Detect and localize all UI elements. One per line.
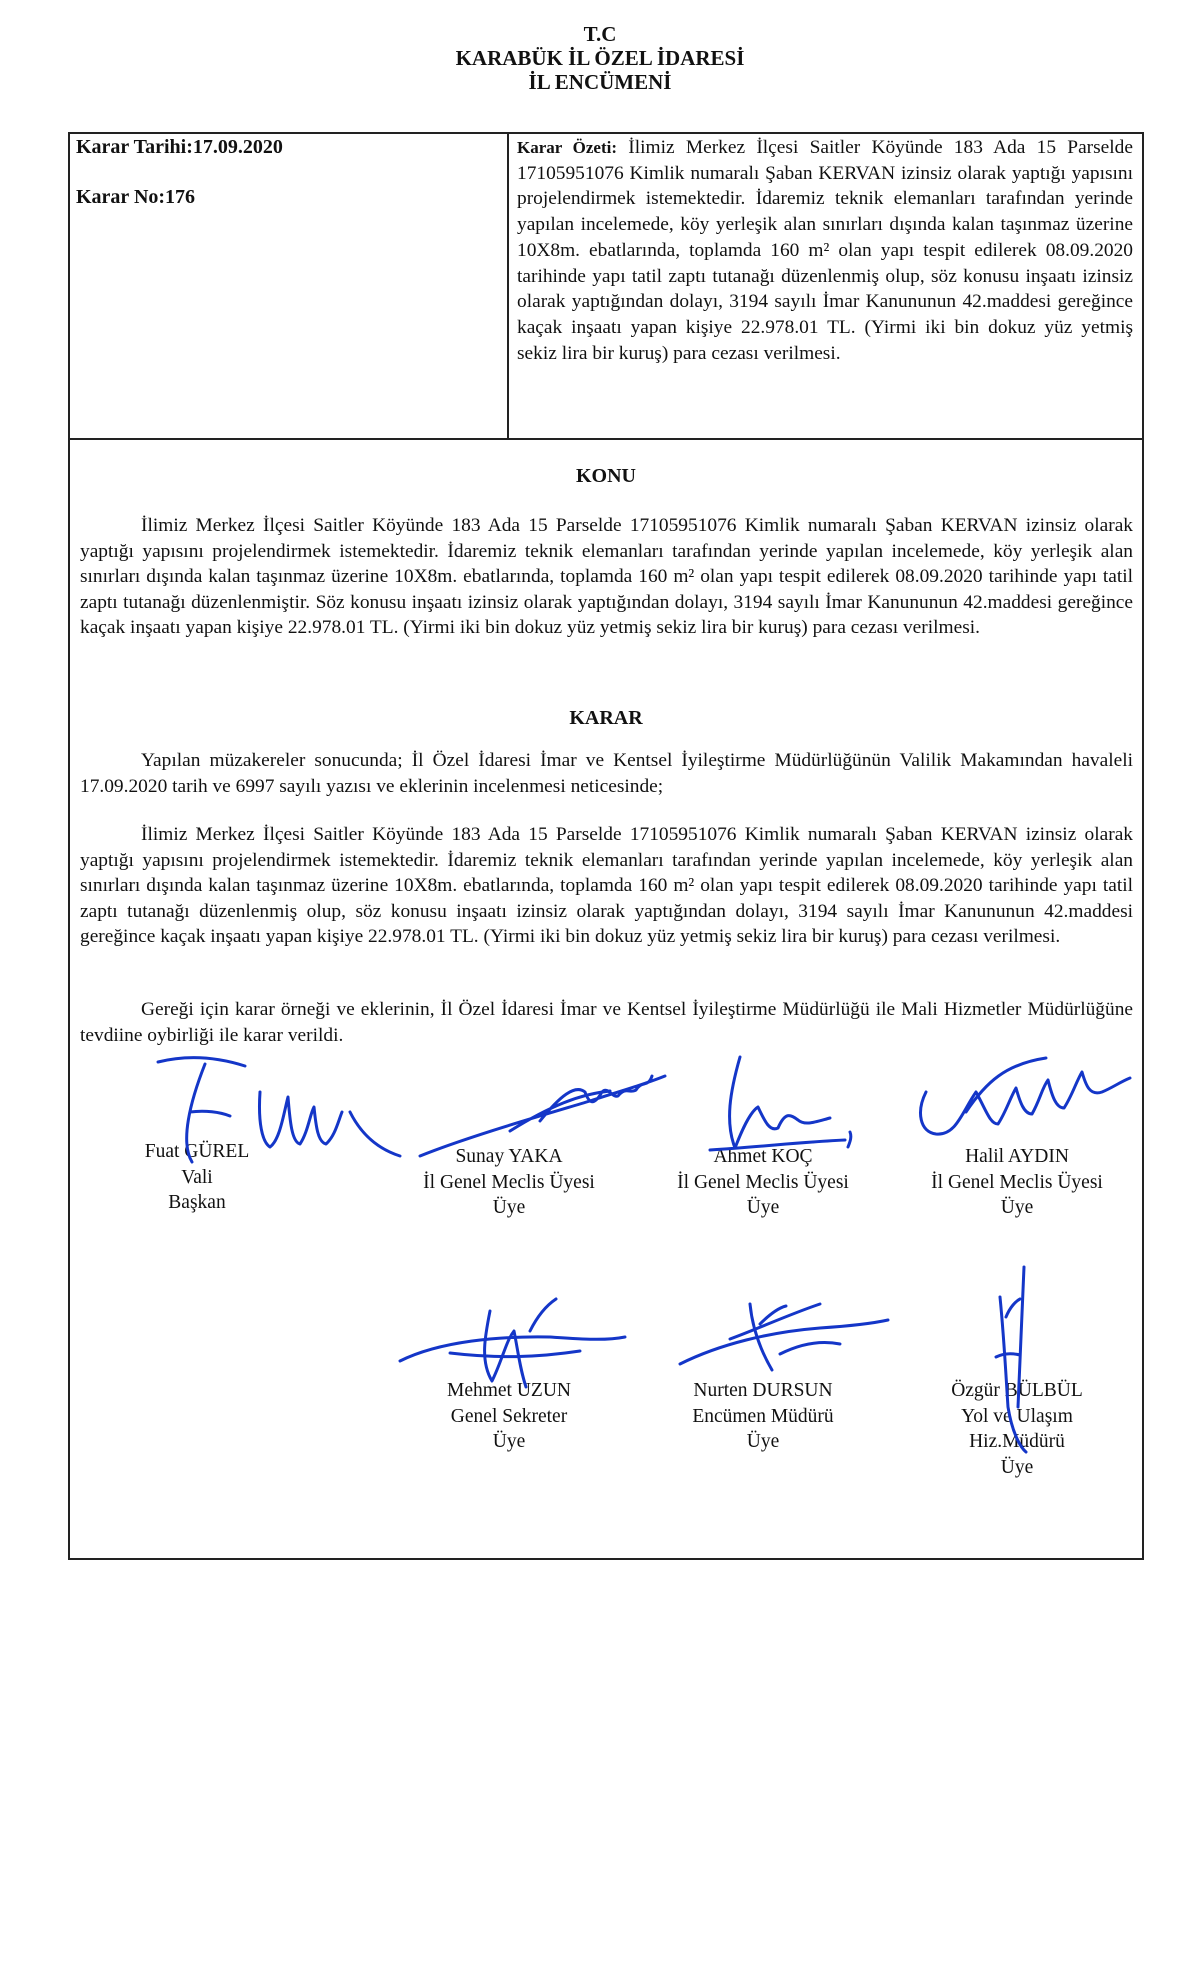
signature-sunay-yaka [390, 1046, 690, 1166]
signatory-name: Nurten DURSUN [693, 1380, 833, 1401]
signatory-name: Fuat GÜREL [144, 1141, 250, 1162]
signatory-role: Üye [492, 1197, 526, 1218]
decision-summary [517, 135, 1133, 366]
signatory-role: Üye [1000, 1197, 1034, 1218]
document-header [0, 22, 1200, 94]
signatory-role: Başkan [168, 1192, 226, 1213]
decision-info-box [70, 134, 1142, 440]
signatory-name: Özgür BÜLBÜL [951, 1380, 1083, 1401]
signatory-title: Yol ve Ulaşım [961, 1405, 1073, 1427]
signature-nurten-dursun [660, 1284, 900, 1394]
signatory-name: Halil AYDIN [965, 1146, 1069, 1167]
decision-date: Karar Tarihi:17.09.2020 [76, 136, 283, 158]
signatory-title: İl Genel Meclis Üyesi [677, 1171, 849, 1193]
karar-paragraph-2: İlimiz Merkez İlçesi Saitler Köyünde 183 Ada 15 Parselde 17105951076 Kimlik numaralı Şaban KERVAN izinsiz olarak yaptığı yapısını projelendirmek istemektedir. İdaremiz teknik elemanları tarafından yerinde yapılan incelemede, köy yerleşik alan sınırları dışında kalan taşınmaz üzerine 10X8m. ebatlarında, toplamda 160 m² olan yapı tespit edilerek 08.09.2020 tarihinde yapı tatil zaptı tutanağı düzenlenmiş olup, söz konusu inşaatı izinsiz olarak yaptığından dolayı, 3194 sayılı İmar Kanununun 42.maddesi gereğince kaçak inşaatı yapan kişiye 22.978.01 TL. (Yirmi iki bin dokuz yüz yetmiş sekiz lira bir kuruş) para cezası verilmesi. [80, 824, 1133, 948]
header-tc: T.C [583, 22, 617, 46]
konu-text: İlimiz Merkez İlçesi Saitler Köyünde 183 Ada 15 Parselde 17105951076 Kimlik numaralı Şaban KERVAN izinsiz olarak yaptığı yapısını projelendirmek istemektedir. İdaremiz teknik elemanları tarafından yerinde yapılan incelemede, köy yerleşik alan sınırları dışında kalan taşınmaz üzerine 10X8m. ebatlarında, toplamda 160 m² olan yapı tespit edilerek 08.09.2020 tarihinde yapı tatil zaptı tutanağı düzenlenmiştir. Söz konusu inşaatı izinsiz olarak yaptığından dolayı, 3194 sayılı İmar Kanununun 42.maddesi gereğince kaçak inşaatı yapan kişiye 22.978.01 TL. (Yirmi iki bin dokuz yüz yetmiş sekiz lira bir kuruş) para cezası verilmesi. [80, 515, 1133, 639]
header-council: İL ENCÜMENİ [528, 70, 672, 94]
signature-ahmet-koc [670, 1052, 870, 1162]
signatory-title: Vali [181, 1166, 213, 1188]
signatory-role: Üye [746, 1431, 780, 1452]
karar-paragraph-1: Yapılan müzakereler sonucunda; İl Özel İdaresi İmar ve Kentsel İyileştirme Müdürlüğünün Valilik Makamından havaleli 17.09.2020 tarih ve 6997 sayılı yazısı ve eklerinin incelenmesi neticesinde; [80, 750, 1133, 797]
signature-ozgur-bulbul [990, 1257, 1110, 1457]
signatory-title: İl Genel Meclis Üyesi [423, 1171, 595, 1193]
signatory-name: Sunay YAKA [455, 1146, 563, 1167]
signatory-title-2: Hiz.Müdürü [969, 1431, 1065, 1452]
signatory-role: Üye [492, 1431, 526, 1452]
box-divider [507, 134, 509, 438]
document-frame [68, 132, 1144, 1560]
signatory-role: Üye [746, 1197, 780, 1218]
summary-text: İlimiz Merkez İlçesi Saitler Köyünde 183 Ada 15 Parselde 17105951076 Kimlik numaralı Şaban KERVAN izinsiz olarak yaptığı yapısını projelendirmek istemektedir. İdaremiz teknik elemanları tarafından yerinde yapılan incelemede, köy yerleşik alan sınırları dışında kalan taşınmaz üzerine 10X8m. ebatlarında, toplamda 160 m² olan yapı tespit edilerek 08.09.2020 tarihinde yapı tatil zaptı tutanağı düzenlenmiş olup, söz konusu inşaatı izinsiz olarak yaptığından dolayı, 3194 sayılı İmar Kanununun 42.maddesi gereğince kaçak inşaatı yapan kişiye 22.978.01 TL. (Yirmi iki bin dokuz yüz yetmiş sekiz lira bir kuruş) para cezası verilmesi. [517, 137, 1133, 364]
signatory-title: İl Genel Meclis Üyesi [931, 1171, 1103, 1193]
signature-fuat-gurel [150, 1052, 410, 1172]
karar-paragraph-3: Gereği için karar örneği ve eklerinin, İl Özel İdaresi İmar ve Kentsel İyileştirme Müdürlüğü ile Mali Hizmetler Müdürlüğüne tevdiine oybirliği ile karar verildi. [80, 999, 1133, 1046]
header-institution: KARABÜK İL ÖZEL İDARESİ [455, 46, 745, 70]
signature-mehmet-uzun [380, 1291, 640, 1401]
karar-title: KARAR [569, 707, 643, 729]
signatory-title: Genel Sekreter [450, 1405, 568, 1427]
summary-label: Karar Özeti: [517, 138, 618, 157]
signature-halil-aydin [906, 1052, 1146, 1172]
signatory-role: Üye [1000, 1456, 1034, 1478]
signatory-name: Mehmet UZUN [446, 1380, 572, 1401]
decision-number: Karar No:176 [76, 186, 196, 208]
konu-title: KONU [576, 465, 636, 487]
signatory-name: Ahmet KOÇ [713, 1146, 813, 1167]
signatory-title: Encümen Müdürü [692, 1405, 834, 1427]
